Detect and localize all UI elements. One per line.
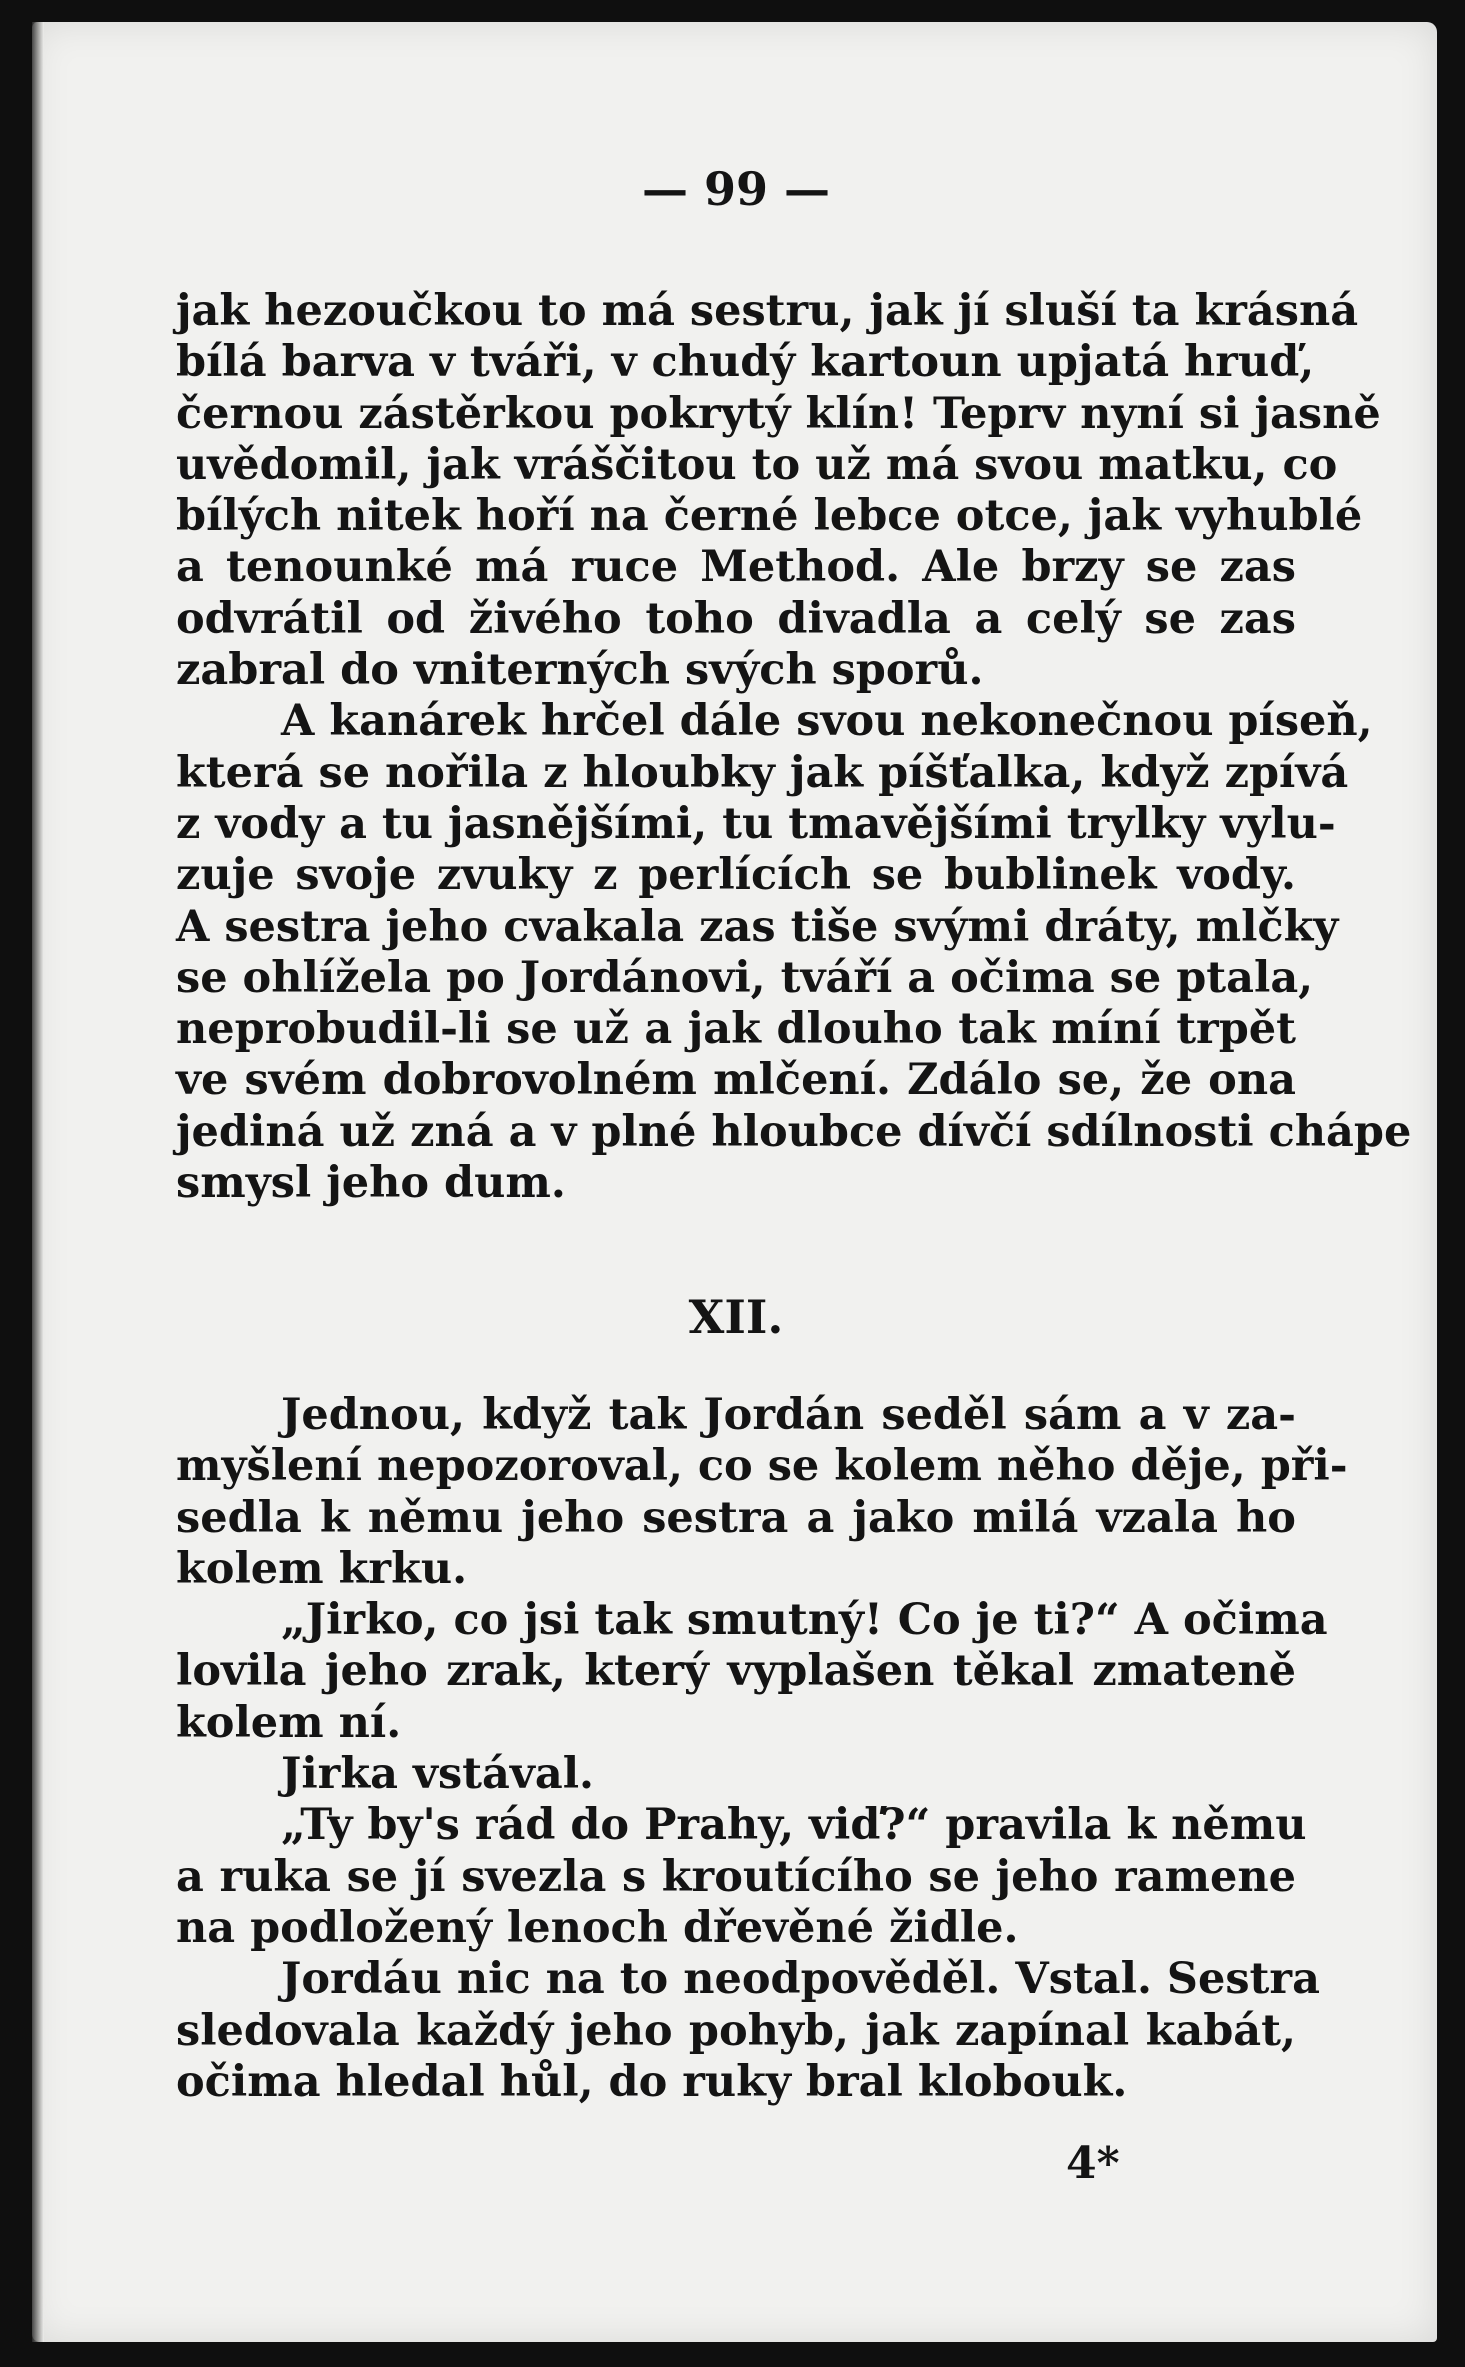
text-line: kolem krku.	[176, 1543, 468, 1594]
text-line: myšlení nepozoroval, co se kolem něho děje, při-	[176, 1441, 1348, 1492]
text-line: očima hledal hůl, do ruky bral klobouk.	[176, 2056, 1128, 2107]
text-line: zabral do vniterných svých sporů.	[176, 645, 984, 696]
paragraph	[176, 1954, 1320, 2108]
text-line: Jednou, když tak Jordán seděl sám a v za-	[281, 1390, 1296, 1440]
text-line: A kanárek hrčel dále svou nekonečnou píseň,	[281, 696, 1373, 747]
text-line: jak hezoučkou to má sestru, jak jí sluší ta krásná	[176, 286, 1359, 336]
text-line: odvrátil od živého toho divadla a celý se zas	[176, 593, 1296, 644]
text-line: ve svém dobrovolném mlčení. Zdálo se, že ona	[176, 1055, 1296, 1106]
text-section-chapter-xii	[176, 1390, 1348, 2108]
text-line: A sestra jeho cvakala zas tiše svými dráty, mlčky	[176, 901, 1339, 952]
text-line: která se nořila z hloubky jak píšťalka, když zpívá	[176, 747, 1349, 798]
paragraph	[176, 696, 1412, 1209]
text-line: a ruka se jí svezla s kroutícího se jeho ramene	[176, 1851, 1296, 1902]
page-number: — 99 —	[641, 162, 831, 216]
chapter-heading: XII.	[688, 1290, 784, 1344]
text-line: z vody a tu jasnějšími, tu tmavějšími trylky vylu-	[176, 798, 1336, 849]
text-line: smysl jeho dum.	[176, 1158, 566, 1209]
text-line: lovila jeho zrak, který vyplašen těkal zmateně	[176, 1646, 1296, 1697]
page-left-edge	[32, 22, 44, 2342]
text-line: a tenounké má ruce Method. Ale brzy se zas	[176, 542, 1296, 593]
text-line: bílá barva v tváři, v chudý kartoun upjatá hruď,	[176, 337, 1315, 388]
text-line: jediná už zná a v plné hloubce dívčí sdílnosti chápe	[176, 1106, 1412, 1157]
text-line: neprobudil-li se už a jak dlouho tak míní trpět	[176, 1004, 1296, 1055]
text-line: „Jirko, co jsi tak smutný! Co je ti?“ A očima	[281, 1595, 1328, 1646]
text-line: „Ty by's rád do Prahy, viď?“ pravila k němu	[281, 1800, 1307, 1851]
text-line: se ohlížela po Jordánovi, tváří a očima se ptala,	[176, 952, 1314, 1003]
text-line: kolem ní.	[176, 1697, 402, 1748]
text-line: Jordáu nic na to neodpověděl. Vstal. Sestra	[281, 1954, 1320, 2005]
text-line: na podložený lenoch dřevěné židle.	[176, 1902, 1019, 1953]
text-line: zuje svoje zvuky z perlících se bublinek vody.	[176, 850, 1296, 901]
text-line: Jirka vstával.	[281, 1749, 595, 1800]
paragraph	[176, 1390, 1348, 1595]
text-section-before-chapter	[176, 286, 1412, 1209]
text-line: bílých nitek hoří na černé lebce otce, jak vyhublé	[176, 491, 1363, 542]
paragraph	[176, 286, 1381, 696]
text-line: sedla k němu jeho sestra a jako milá vzala ho	[176, 1492, 1296, 1543]
paragraph	[176, 1749, 1296, 1800]
paragraph	[176, 1595, 1328, 1749]
paragraph	[176, 1800, 1307, 1954]
text-line: uvědomil, jak vráščitou to už má svou matku, co	[176, 439, 1338, 490]
text-line: sledovala každý jeho pohyb, jak zapínal kabát,	[176, 2005, 1296, 2056]
text-line: černou zástěrkou pokrytý klín! Teprv nyní si jasně	[176, 388, 1381, 439]
signature-mark: 4*	[1066, 2138, 1120, 2189]
